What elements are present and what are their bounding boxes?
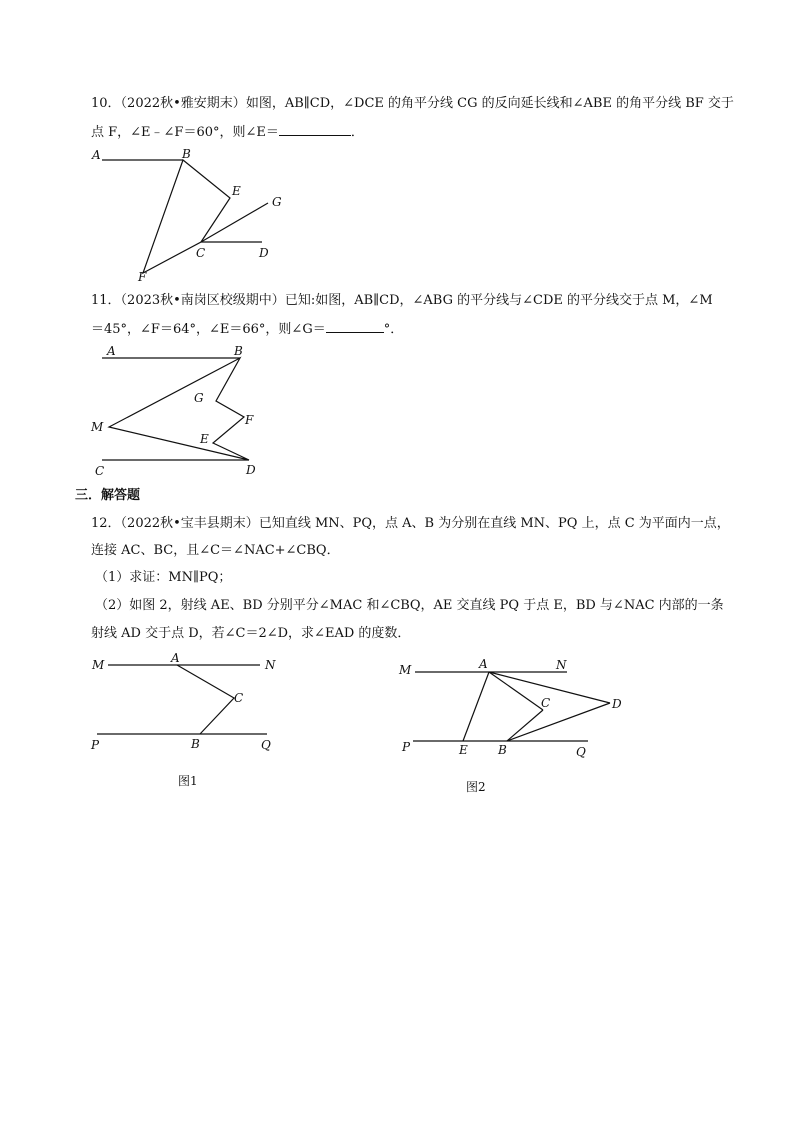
q11-text-1: 已知:如图，AB∥CD，∠ABG 的平分线与∠CDE 的平分线交于点 M，∠M (284, 293, 713, 308)
label-m: M (92, 658, 105, 672)
figure-2-caption: 图2 (466, 780, 486, 794)
q12-number: 12． (91, 516, 121, 531)
q10-figure (85, 145, 305, 285)
q12-figure-2 (395, 650, 635, 760)
q10-answer-blank[interactable] (279, 123, 351, 136)
q10-line2 (91, 123, 364, 142)
q12-text-1: 已知直线 MN、PQ，点 A、B 为分别在直线 MN、PQ 上，点 C 为平面内一点， (258, 516, 730, 531)
q11-polygon (109, 358, 249, 460)
label-b: B (498, 743, 507, 757)
label-a: A (479, 657, 488, 671)
q10-text-1: 如图，AB∥CD，∠DCE 的角平分线 CG 的反向延长线和∠ABE 的角平分线 BF 交于 (245, 96, 734, 111)
ray-cg (201, 203, 268, 242)
q10-number: 10． (91, 96, 121, 111)
label-p: P (402, 740, 411, 754)
label-c: C (541, 696, 551, 710)
q10-line1 (91, 95, 734, 113)
label-c: C (234, 691, 244, 705)
q10-text-2: 点 F，∠E﹣∠F＝60°，则∠E＝ (91, 125, 279, 140)
label-e: E (459, 743, 468, 757)
label-a: A (171, 651, 180, 665)
q12-line2: 连接 AC、BC，且∠C＝∠NAC+∠CBQ． (91, 543, 340, 558)
segment-ae (463, 672, 489, 741)
q12-part2-line1: （2）如图 2，射线 AE、BD 分别平分∠MAC 和∠CBQ，AE 交直线 PQ 于点 E，BD 与∠NAC 内部的一条 (95, 598, 724, 613)
label-p: P (91, 738, 100, 752)
q12-source: （2022秋•宝丰县期末） (120, 516, 259, 531)
label-e: E (200, 432, 209, 446)
q12-figure-1 (85, 650, 285, 760)
q12-part1: （1）求证：MN∥PQ； (95, 570, 232, 585)
q10-source: （2022秋•雅安期末） (120, 96, 246, 111)
q11-text-2: ＝45°，∠F＝64°，∠E＝66°，则∠G＝ (91, 322, 326, 337)
q12-line1 (91, 515, 730, 533)
q11-number: 11． (91, 293, 121, 308)
label-d: D (612, 697, 622, 711)
q11-text-end: °． (383, 322, 404, 337)
label-n: N (265, 658, 276, 672)
section-heading: 三．解答题 (75, 488, 141, 503)
label-d: D (246, 463, 256, 477)
q11-source: （2023秋•南岗区校级期中） (120, 293, 285, 308)
q12-part2-line2: 射线 AD 交于点 D，若∠C＝2∠D，求∠EAD 的度数． (91, 626, 411, 641)
q11-line1 (91, 292, 713, 310)
segment-bd (507, 703, 610, 741)
label-c: C (95, 464, 105, 478)
figure-1-caption: 图1 (178, 774, 198, 788)
q10-text-end: ． (350, 125, 364, 140)
q11-answer-blank[interactable] (326, 320, 384, 333)
label-m: M (91, 420, 104, 434)
label-d: D (259, 246, 269, 260)
label-n: N (556, 658, 567, 672)
label-b: B (191, 737, 200, 751)
label-b: B (234, 344, 243, 358)
label-b: B (182, 147, 191, 161)
q11-line2 (91, 320, 403, 339)
segments-acb (177, 665, 234, 734)
q11-figure (85, 343, 285, 483)
segment-cb (507, 710, 543, 741)
label-q: Q (576, 745, 586, 759)
label-a: A (92, 148, 101, 162)
q10-polygon-bef (143, 160, 230, 273)
label-g: G (272, 195, 282, 209)
label-q: Q (261, 738, 271, 752)
label-c: C (196, 246, 206, 260)
label-g: G (194, 391, 204, 405)
label-f: F (245, 413, 254, 427)
label-e: E (232, 184, 241, 198)
label-a: A (107, 344, 116, 358)
segment-ac (489, 672, 543, 710)
label-f: F (138, 270, 147, 284)
label-m: M (399, 663, 412, 677)
